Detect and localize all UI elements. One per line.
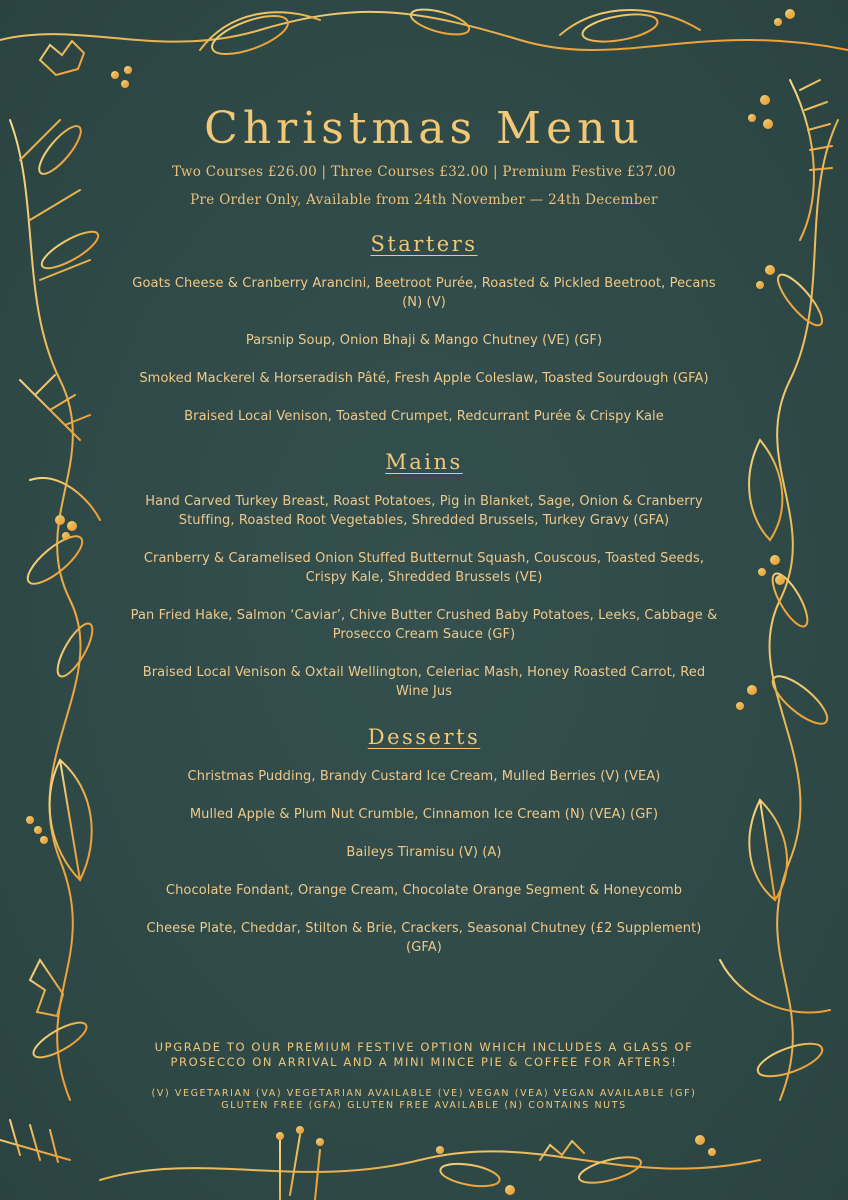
- starters-list: [130, 274, 718, 426]
- mains-list: [130, 492, 718, 701]
- main-item: Cranberry & Caramelised Onion Stuffed Butternut Squash, Couscous, Toasted Seeds, Crispy Kale, Shredded Brussels (VE): [143, 551, 705, 585]
- desserts-heading-wrap: [130, 725, 718, 749]
- menu-prices: Two Courses £26.00 | Three Courses £32.00 | Premium Festive £37.00: [172, 164, 676, 180]
- starter-item: Parsnip Soup, Onion Bhaji & Mango Chutney (VE) (GF): [245, 333, 603, 348]
- premium-upgrade-note: UPGRADE TO OUR PREMIUM FESTIVE OPTION WHICH INCLUDES A GLASS OF PROSECCO ON ARRIVAL AND A MINI MINCE PIE & COFFEE FOR AFTERS!: [154, 1040, 694, 1069]
- starter-item: Goats Cheese & Cranberry Arancini, Beetroot Purée, Roasted & Pickled Beetroot, Pecans (N) (V): [132, 276, 716, 310]
- starter-item: Smoked Mackerel & Horseradish Pâté, Fresh Apple Coleslaw, Toasted Sourdough (GFA): [139, 371, 709, 386]
- dessert-item: Cheese Plate, Cheddar, Stilton & Brie, Crackers, Seasonal Chutney (£2 Supplement) (GFA): [146, 921, 702, 955]
- menu-preorder-note: Pre Order Only, Available from 24th November — 24th December: [190, 192, 658, 208]
- main-item: Pan Fried Hake, Salmon ‘Caviar’, Chive Butter Crushed Baby Potatoes, Leeks, Cabbage & Prosecco Cream Sauce (GF): [130, 608, 718, 642]
- dessert-item: Chocolate Fondant, Orange Cream, Chocolate Orange Segment & Honeycomb: [165, 883, 683, 898]
- dessert-item: Baileys Tiramisu (V) (A): [346, 845, 502, 860]
- dessert-item: Christmas Pudding, Brandy Custard Ice Cream, Mulled Berries (V) (VEA): [187, 769, 661, 784]
- starters-heading-wrap: [130, 232, 718, 256]
- dessert-item: Mulled Apple & Plum Nut Crumble, Cinnamon Ice Cream (N) (VEA) (GF): [189, 807, 659, 822]
- mains-heading-wrap: [130, 450, 718, 474]
- mains-heading: Mains: [385, 450, 463, 474]
- dietary-legend: (V) VEGETARIAN (VA) VEGETARIAN AVAILABLE (VE) VEGAN (VEA) VEGAN AVAILABLE (GF) GLUTEN FREE (GFA) GLUTEN FREE AVAILABLE (N) CONTAINS NUTS: [151, 1088, 697, 1111]
- starter-item: Braised Local Venison, Toasted Crumpet, Redcurrant Purée & Crispy Kale: [184, 409, 664, 424]
- desserts-heading: Desserts: [367, 725, 481, 749]
- menu-title: Christmas Menu: [204, 103, 644, 154]
- menu-content: [130, 100, 718, 976]
- desserts-list: [130, 767, 718, 957]
- main-item: Hand Carved Turkey Breast, Roast Potatoes, Pig in Blanket, Sage, Onion & Cranberry Stuffing, Roasted Root Vegetables, Shredded Brussels, Turkey Gravy (GFA): [145, 494, 703, 528]
- main-item: Braised Local Venison & Oxtail Wellington, Celeriac Mash, Honey Roasted Carrot, Red Wine Jus: [142, 665, 706, 699]
- starters-heading: Starters: [370, 232, 478, 256]
